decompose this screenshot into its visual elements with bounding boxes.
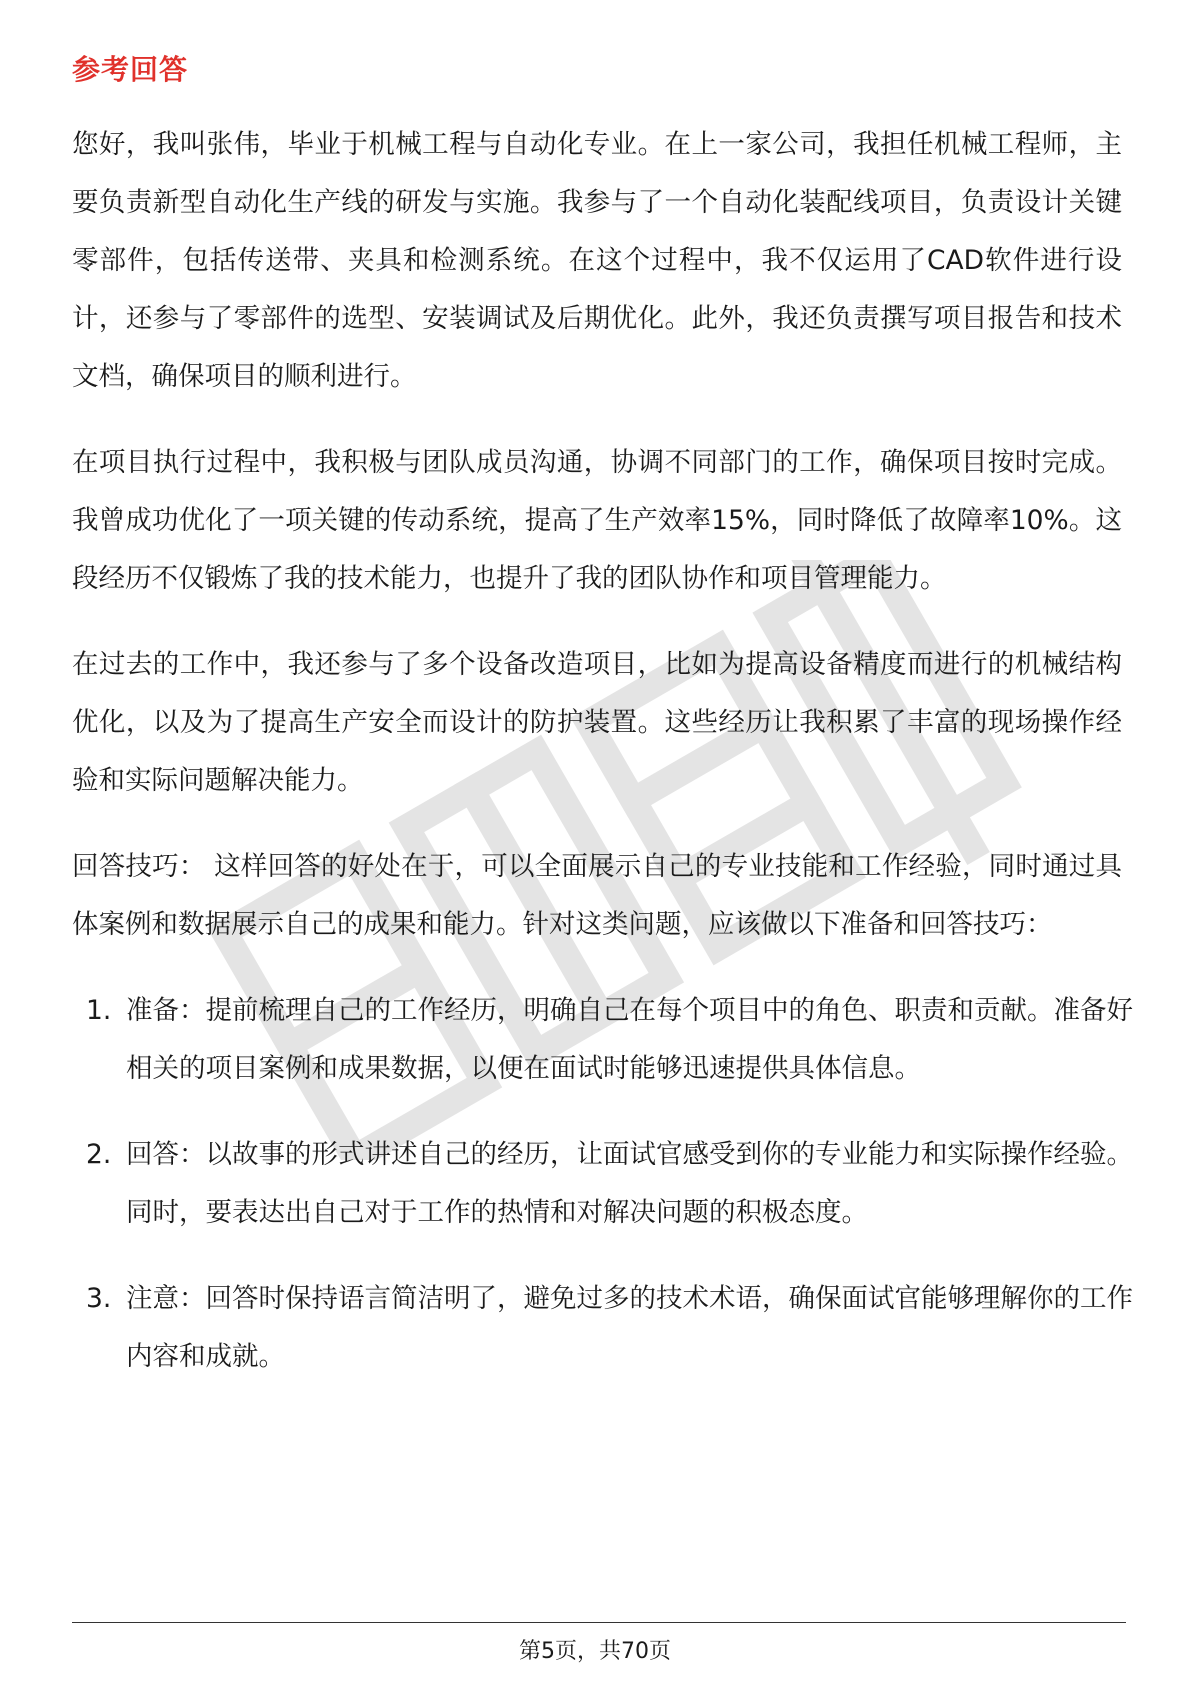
section-heading: 参考回答: [72, 53, 189, 86]
list-number: 2.: [86, 1139, 112, 1170]
paragraph-experience: 在过去的工作中，我还参与了多个设备改造项目，比如为提高设备精度而进行的机械结构优化，以及为了提高生产安全而设计的防护装置。这些经历让我积累了丰富的现场操作经验和实际问题解决能力。: [72, 649, 1122, 796]
paragraph-intro: 您好，我叫张伟，毕业于机械工程与自动化专业。在上一家公司，我担任机械工程师，主要负责新型自动化生产线的研发与实施。我参与了一个自动化装配线项目，负责设计关键零部件，包括传送带、夹具和检测系统。在这个过程中，我不仅运用了CAD软件进行设计，还参与了零部件的选型、安装调试及后期优化。此外，我还负责撰写项目报告和技术文档，确保项目的顺利进行。: [72, 129, 1122, 392]
list-item-text: 回答：以故事的形式讲述自己的经历，让面试官感受到你的专业能力和实际操作经验。同时，要表达出自己对于工作的热情和对解决问题的积极态度。: [126, 1139, 1133, 1228]
paragraph-answer-tips: 回答技巧： 这样回答的好处在于，可以全面展示自己的专业技能和工作经验，同时通过具体案例和数据展示自己的成果和能力。针对这类问题，应该做以下准备和回答技巧：: [72, 851, 1122, 940]
paragraph-execution: 在项目执行过程中，我积极与团队成员沟通，协调不同部门的工作，确保项目按时完成。我曾成功优化了一项关键的传动系统，提高了生产效率15%，同时降低了故障率10%。这段经历不仅锻炼了我的技术能力，也提升了我的团队协作和项目管理能力。: [72, 447, 1122, 594]
list-number: 3.: [86, 1283, 112, 1314]
footer-divider: [72, 1622, 1126, 1623]
page-number: 第5页，共70页: [519, 1639, 671, 1664]
list-number: 1.: [86, 995, 112, 1026]
list-item-text: 注意：回答时保持语言简洁明了，避免过多的技术术语，确保面试官能够理解你的工作内容和成就。: [126, 1283, 1133, 1372]
list-item: [72, 1270, 1146, 1386]
list-item: [72, 982, 1146, 1098]
tips-list: [72, 982, 1133, 1386]
list-item: [72, 1126, 1146, 1242]
main-content: [72, 116, 1133, 1414]
list-item-text: 准备：提前梳理自己的工作经历，明确自己在每个项目中的角色、职责和贡献。准备好相关的项目案例和成果数据，以便在面试时能够迅速提供具体信息。: [126, 995, 1133, 1084]
